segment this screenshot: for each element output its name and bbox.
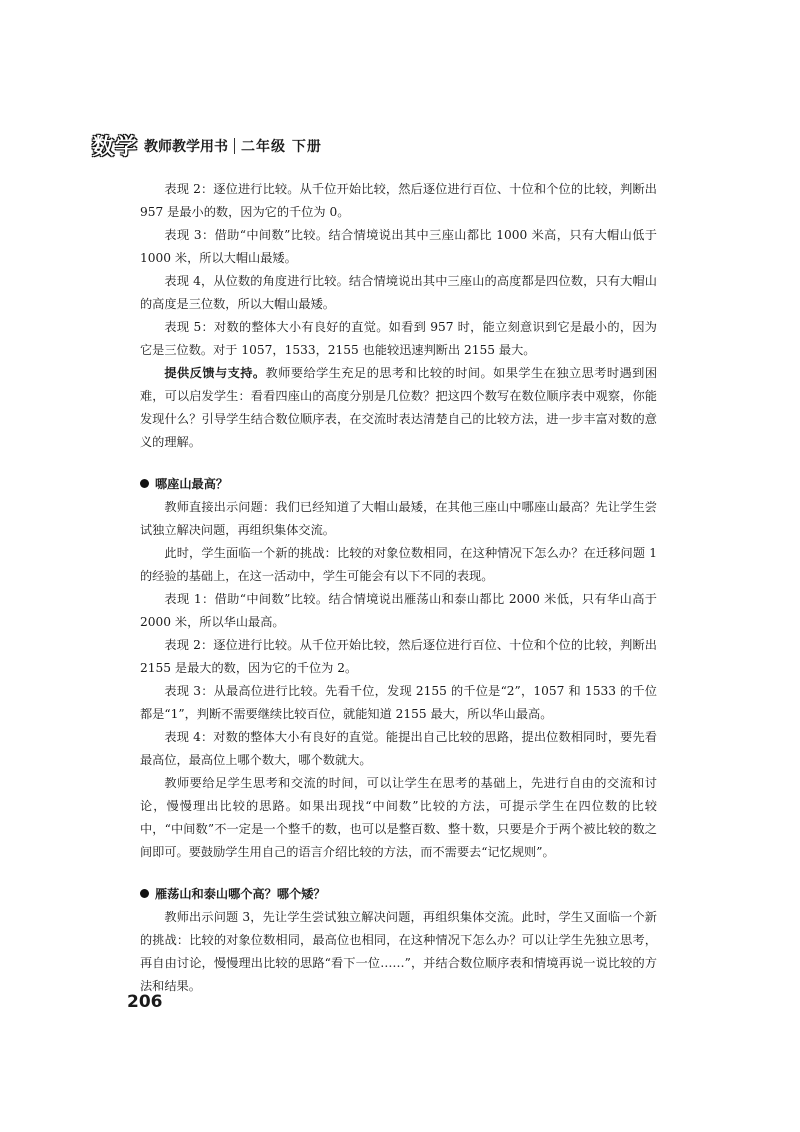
paragraph: 表现 3：借助“中间数”比较。结合情境说出其中三座山都比 1000 米高，只有大帽山低于 1000 米，所以大帽山最矮。 [140,228,657,265]
grade-label: 二年级 下册 [241,138,322,155]
section-heading [140,883,657,906]
section-heading [140,473,657,496]
paragraph: 表现 3：从最高位进行比较。先看千位，发现 2155 的千位是“2”，1057 和 1533 的千位都是“1”，判断不需要继续比较百位，就能知道 2155 最大，所以华山最高。 [140,684,657,721]
paragraph: 表现 5：对数的整体大小有良好的直觉。如看到 957 时，能立刻意识到它是最小的，因为它是三位数。对于 1057，1533，2155 也能较迅速判断出 2155 最大。 [140,320,657,357]
page-number: 206 [127,992,163,1012]
subject-logo: 数学 [92,134,139,160]
paragraph: 表现 1：借助“中间数”比较。结合情境说出雁荡山和泰山都比 2000 米低，只有华山高于 2000 米，所以华山最高。 [140,592,657,629]
paragraph: 表现 2：逐位进行比较。从千位开始比较，然后逐位进行百位、十位和个位的比较，判断出 957 是最小的数，因为它的千位为 0。 [140,182,657,219]
paragraph: 教师出示问题 3，先让学生尝试独立解决问题，再组织集体交流。此时，学生又面临一个新的挑战：比较的对象位数相同，最高位也相同，在这种情况下怎么办？可以让学生先独立思考，再自由讨论，慢慢理出比较的思路“看下一位……”，并结合数位顺序表和情境再说一说比较的方法和结果。 [140,910,657,993]
support-text: 教师要给学生充足的思考和比较的时间。如果学生在独立思考时遇到困难，可以启发学生：看看四座山的高度分别是几位数？把这四个数写在数位顺序表中观察，你能发现什么？引导学生结合数位顺序表，在交流时表达清楚自己的比较方法，进一步丰富对数的意义的理解。 [140,366,658,449]
paragraph: 表现 4，从位数的角度进行比较。结合情境说出其中三座山的高度都是四位数，只有大帽山的高度是三位数，所以大帽山最矮。 [140,274,657,311]
section-heading-text: 雁荡山和泰山哪个高？哪个矮？ [155,887,326,901]
support-lead: 提供反馈与支持。 [164,366,266,380]
paragraph: 此时，学生面临一个新的挑战：比较的对象位数相同，在这种情况下怎么办？在迁移问题 1 的经验的基础上，在这一活动中，学生可能会有以下不同的表现。 [140,546,657,583]
header-divider [234,138,235,154]
paragraph: 教师直接出示问题：我们已经知道了大帽山最矮，在其他三座山中哪座山最高？先让学生尝试独立解决问题，再组织集体交流。 [140,500,657,537]
section-heading-text: 哪座山最高？ [155,477,229,491]
bullet-icon [140,889,149,898]
running-header [92,130,322,161]
paragraph-support [140,362,657,454]
paragraph: 教师要给足学生思考和交流的时间，可以让学生在思考的基础上，先进行自由的交流和讨论，慢慢理出比较的思路。如果出现找“中间数”比较的方法，可提示学生在四位数的比较中，“中间数”不一定是一个整千的数，也可以是整百数、整十数，只要是介于两个被比较的数之间即可。要鼓励学生用自己的语言介绍比较的方法，而不需要去“记忆规则”。 [140,776,657,859]
book-title: 教师教学用书 [144,138,229,155]
paragraph: 表现 4：对数的整体大小有良好的直觉。能提出自己比较的思路，提出位数相同时，要先看最高位，最高位上哪个数大，哪个数就大。 [140,730,657,767]
page-body [140,178,657,998]
bullet-icon [140,479,149,488]
paragraph: 表现 2：逐位进行比较。从千位开始比较，然后逐位进行百位、十位和个位的比较，判断出 2155 是最大的数，因为它的千位为 2。 [140,638,657,675]
